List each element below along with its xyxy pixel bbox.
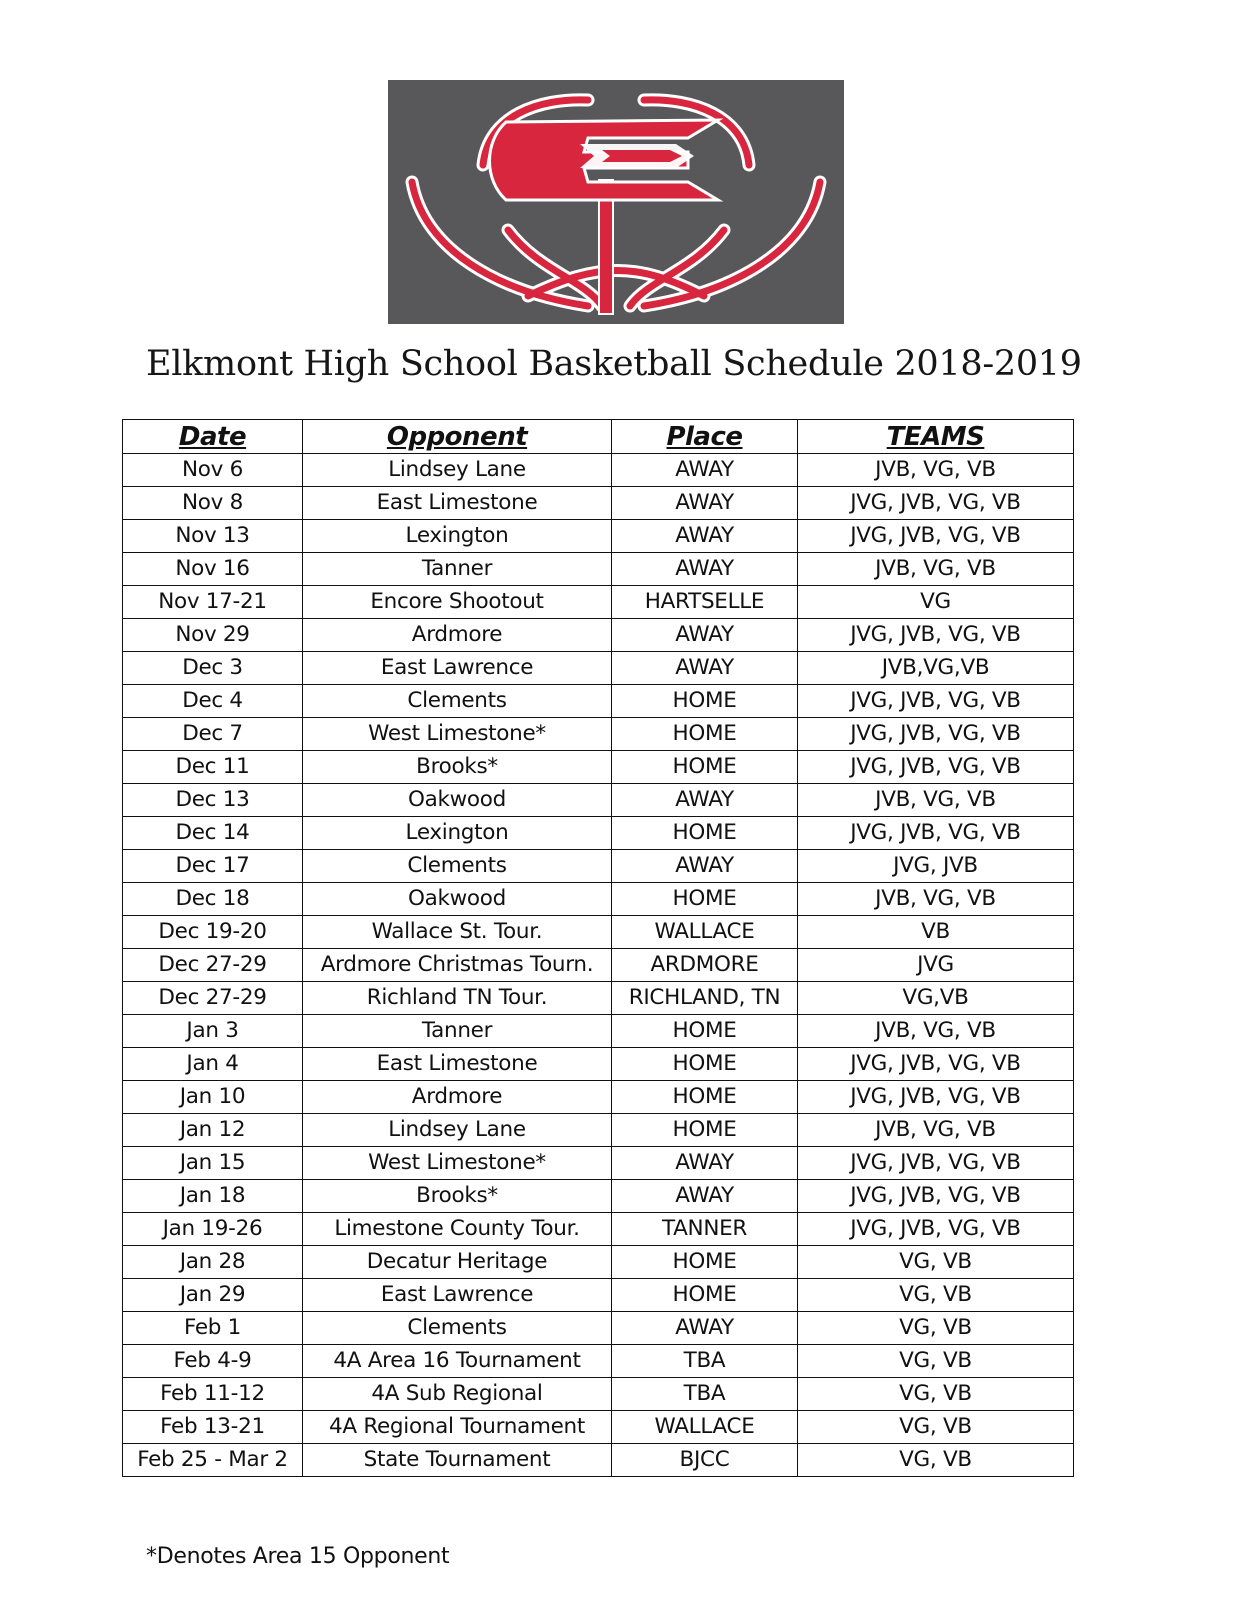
place-header: Place [612, 420, 798, 454]
opponent-cell: East Limestone [303, 487, 612, 520]
table-row [123, 916, 1074, 949]
table-row [123, 1246, 1074, 1279]
place-cell: HOME [612, 1246, 798, 1279]
opponent-cell: Encore Shootout [303, 586, 612, 619]
table-row [123, 454, 1074, 487]
opponent-cell: Clements [303, 850, 612, 883]
place-cell: AWAY [612, 619, 798, 652]
place-cell: AWAY [612, 652, 798, 685]
date-cell: Jan 29 [123, 1279, 303, 1312]
place-cell: HOME [612, 1015, 798, 1048]
date-cell: Dec 13 [123, 784, 303, 817]
date-cell: Jan 28 [123, 1246, 303, 1279]
opponent-header: Opponent [303, 420, 612, 454]
teams-cell: JVG, JVB, VG, VB [798, 1213, 1074, 1246]
opponent-cell: Lexington [303, 520, 612, 553]
opponent-cell: Limestone County Tour. [303, 1213, 612, 1246]
date-cell: Nov 17-21 [123, 586, 303, 619]
header-row [123, 420, 1074, 454]
opponent-cell: Richland TN Tour. [303, 982, 612, 1015]
place-cell: TANNER [612, 1213, 798, 1246]
teams-cell: JVG, JVB, VG, VB [798, 817, 1074, 850]
opponent-cell: 4A Regional Tournament [303, 1411, 612, 1444]
table-row [123, 553, 1074, 586]
teams-cell: JVB, VG, VB [798, 1114, 1074, 1147]
opponent-cell: Brooks* [303, 751, 612, 784]
place-cell: WALLACE [612, 916, 798, 949]
opponent-cell: Brooks* [303, 1180, 612, 1213]
date-cell: Feb 11-12 [123, 1378, 303, 1411]
place-cell: HOME [612, 1048, 798, 1081]
teams-cell: JVG, JVB, VG, VB [798, 1081, 1074, 1114]
teams-cell: JVG, JVB, VG, VB [798, 520, 1074, 553]
date-cell: Dec 3 [123, 652, 303, 685]
place-cell: AWAY [612, 487, 798, 520]
place-cell: AWAY [612, 454, 798, 487]
teams-cell: JVB, VG, VB [798, 1015, 1074, 1048]
teams-cell: JVB, VG, VB [798, 784, 1074, 817]
date-cell: Dec 11 [123, 751, 303, 784]
place-cell: HOME [612, 817, 798, 850]
place-cell: AWAY [612, 850, 798, 883]
table-row [123, 1345, 1074, 1378]
date-cell: Nov 8 [123, 487, 303, 520]
teams-cell: JVB, VG, VB [798, 883, 1074, 916]
table-row [123, 1312, 1074, 1345]
teams-cell: JVG, JVB, VG, VB [798, 685, 1074, 718]
teams-cell: VG [798, 586, 1074, 619]
teams-cell: JVG, JVB, VG, VB [798, 1180, 1074, 1213]
teams-cell: JVG, JVB, VG, VB [798, 1147, 1074, 1180]
table-row [123, 1411, 1074, 1444]
table-row [123, 1081, 1074, 1114]
place-cell: ARDMORE [612, 949, 798, 982]
place-cell: AWAY [612, 784, 798, 817]
teams-cell: VG, VB [798, 1279, 1074, 1312]
school-logo [388, 80, 844, 324]
date-cell: Dec 14 [123, 817, 303, 850]
teams-cell: JVG, JVB, VG, VB [798, 718, 1074, 751]
date-cell: Nov 6 [123, 454, 303, 487]
teams-cell: JVG, JVB, VG, VB [798, 751, 1074, 784]
opponent-cell: Tanner [303, 1015, 612, 1048]
teams-cell: JVB,VG,VB [798, 652, 1074, 685]
opponent-cell: 4A Area 16 Tournament [303, 1345, 612, 1378]
place-cell: HOME [612, 1279, 798, 1312]
teams-cell: VG, VB [798, 1444, 1074, 1477]
opponent-cell: Lindsey Lane [303, 454, 612, 487]
place-cell: RICHLAND, TN [612, 982, 798, 1015]
opponent-cell: Lexington [303, 817, 612, 850]
opponent-cell: West Limestone* [303, 1147, 612, 1180]
place-cell: HOME [612, 718, 798, 751]
table-row [123, 652, 1074, 685]
opponent-cell: Decatur Heritage [303, 1246, 612, 1279]
date-cell: Dec 27-29 [123, 949, 303, 982]
table-row [123, 586, 1074, 619]
place-cell: HOME [612, 751, 798, 784]
elkmont-basketball-logo-icon [388, 80, 844, 324]
place-cell: AWAY [612, 1180, 798, 1213]
table-row [123, 982, 1074, 1015]
table-row [123, 685, 1074, 718]
place-cell: HOME [612, 1081, 798, 1114]
date-cell: Jan 4 [123, 1048, 303, 1081]
place-cell: BJCC [612, 1444, 798, 1477]
teams-cell: JVG, JVB, VG, VB [798, 487, 1074, 520]
teams-header: TEAMS [798, 420, 1074, 454]
opponent-cell: Clements [303, 1312, 612, 1345]
table-row [123, 487, 1074, 520]
table-row [123, 520, 1074, 553]
schedule-body [123, 454, 1074, 1477]
place-cell: HARTSELLE [612, 586, 798, 619]
teams-cell: JVG, JVB, VG, VB [798, 619, 1074, 652]
date-header: Date [123, 420, 303, 454]
opponent-cell: Clements [303, 685, 612, 718]
teams-cell: VG, VB [798, 1246, 1074, 1279]
table-row [123, 619, 1074, 652]
table-row [123, 751, 1074, 784]
date-cell: Feb 13-21 [123, 1411, 303, 1444]
date-cell: Dec 7 [123, 718, 303, 751]
place-cell: AWAY [612, 1312, 798, 1345]
date-cell: Jan 12 [123, 1114, 303, 1147]
date-cell: Jan 10 [123, 1081, 303, 1114]
table-row [123, 718, 1074, 751]
date-cell: Jan 15 [123, 1147, 303, 1180]
date-cell: Nov 16 [123, 553, 303, 586]
table-row [123, 1444, 1074, 1477]
opponent-cell: West Limestone* [303, 718, 612, 751]
place-cell: HOME [612, 685, 798, 718]
teams-cell: JVG [798, 949, 1074, 982]
place-cell: TBA [612, 1345, 798, 1378]
teams-cell: VB [798, 916, 1074, 949]
table-row [123, 1147, 1074, 1180]
opponent-cell: 4A Sub Regional [303, 1378, 612, 1411]
table-row [123, 817, 1074, 850]
date-cell: Dec 19-20 [123, 916, 303, 949]
table-row [123, 949, 1074, 982]
teams-cell: VG, VB [798, 1345, 1074, 1378]
opponent-cell: Oakwood [303, 883, 612, 916]
opponent-cell: Ardmore [303, 1081, 612, 1114]
schedule-table [122, 419, 1074, 1477]
table-row [123, 1180, 1074, 1213]
table-row [123, 1114, 1074, 1147]
date-cell: Jan 3 [123, 1015, 303, 1048]
date-cell: Feb 4-9 [123, 1345, 303, 1378]
date-cell: Nov 29 [123, 619, 303, 652]
table-row [123, 1015, 1074, 1048]
opponent-cell: Ardmore [303, 619, 612, 652]
date-cell: Dec 4 [123, 685, 303, 718]
teams-cell: VG, VB [798, 1378, 1074, 1411]
table-row [123, 883, 1074, 916]
date-cell: Dec 17 [123, 850, 303, 883]
place-cell: HOME [612, 1114, 798, 1147]
opponent-cell: Wallace St. Tour. [303, 916, 612, 949]
page-title: Elkmont High School Basketball Schedule 2018-2019 [146, 344, 1082, 384]
footnote: *Denotes Area 15 Opponent [146, 1544, 450, 1569]
place-cell: WALLACE [612, 1411, 798, 1444]
date-cell: Feb 1 [123, 1312, 303, 1345]
place-cell: AWAY [612, 553, 798, 586]
date-cell: Jan 19-26 [123, 1213, 303, 1246]
opponent-cell: East Limestone [303, 1048, 612, 1081]
date-cell: Dec 27-29 [123, 982, 303, 1015]
table-row [123, 1378, 1074, 1411]
opponent-cell: Oakwood [303, 784, 612, 817]
teams-cell: VG, VB [798, 1411, 1074, 1444]
date-cell: Nov 13 [123, 520, 303, 553]
place-cell: TBA [612, 1378, 798, 1411]
place-cell: AWAY [612, 1147, 798, 1180]
teams-cell: JVB, VG, VB [798, 553, 1074, 586]
place-cell: AWAY [612, 520, 798, 553]
opponent-cell: East Lawrence [303, 652, 612, 685]
teams-cell: VG,VB [798, 982, 1074, 1015]
teams-cell: JVG, JVB [798, 850, 1074, 883]
teams-cell: VG, VB [798, 1312, 1074, 1345]
table-row [123, 850, 1074, 883]
table-row [123, 1279, 1074, 1312]
place-cell: HOME [612, 883, 798, 916]
date-cell: Dec 18 [123, 883, 303, 916]
opponent-cell: State Tournament [303, 1444, 612, 1477]
opponent-cell: East Lawrence [303, 1279, 612, 1312]
date-cell: Jan 18 [123, 1180, 303, 1213]
table-row [123, 1048, 1074, 1081]
opponent-cell: Ardmore Christmas Tourn. [303, 949, 612, 982]
table-row [123, 1213, 1074, 1246]
table-row [123, 784, 1074, 817]
teams-cell: JVG, JVB, VG, VB [798, 1048, 1074, 1081]
opponent-cell: Tanner [303, 553, 612, 586]
opponent-cell: Lindsey Lane [303, 1114, 612, 1147]
date-cell: Feb 25 - Mar 2 [123, 1444, 303, 1477]
teams-cell: JVB, VG, VB [798, 454, 1074, 487]
